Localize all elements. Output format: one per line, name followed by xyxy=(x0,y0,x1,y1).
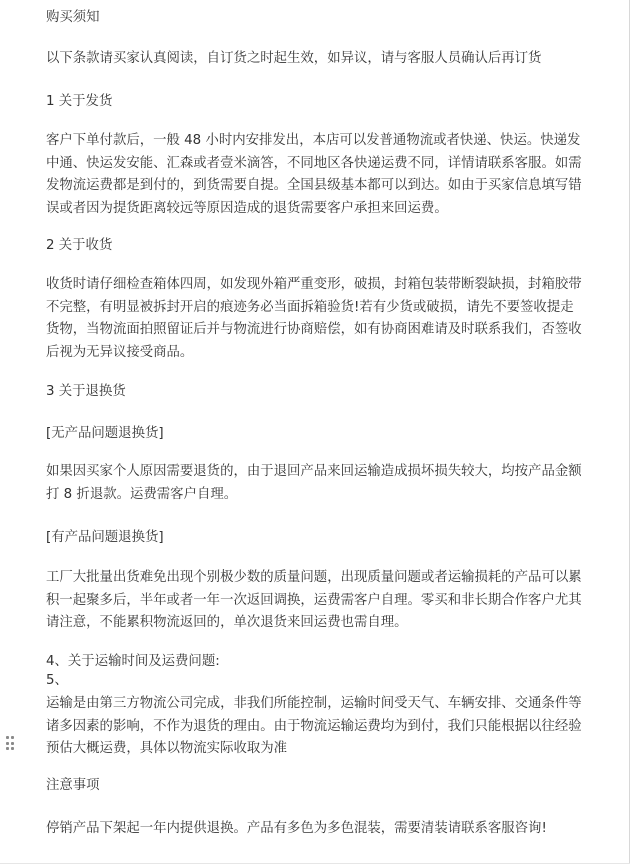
paragraph-line: 货物，当物流面拍照留证后并与物流进行协商赔偿，如有协商困难请及时联系我们，否签收 xyxy=(46,322,582,337)
doc-title: 购买须知 xyxy=(46,10,100,25)
drag-dot xyxy=(11,742,14,745)
returns-heading: 3 关于退换货 xyxy=(46,384,126,399)
returns-issue-label: [有产品问题退换货] xyxy=(46,530,164,545)
paragraph-line: 后视为无异议接受商品。 xyxy=(46,344,194,360)
shipping-paragraph xyxy=(46,130,612,220)
receiving-paragraph xyxy=(46,274,612,364)
paragraph-line: 运输是由第三方物流公司完成，非我们所能控制，运输时间受天气、车辆安排、交通条件等 xyxy=(46,696,582,711)
drag-dot xyxy=(6,736,9,739)
doc-intro: 以下条款请买家认真阅读，自订货之时起生效，如异议，请与客服人员确认后再订货 xyxy=(46,51,542,66)
paragraph-line: 积一起聚多后，半年或者一年一次返回调换，运费需客户自理。零买和非长期合作客户尤其 xyxy=(46,592,582,608)
paragraph-line: 请注意，不能累积物流返回的，单次退货来回运费也需自理。 xyxy=(46,615,408,630)
notes-heading: 注意事项 xyxy=(46,778,100,793)
returns-no-issue-paragraph xyxy=(46,461,612,506)
drag-dot xyxy=(11,747,14,750)
drag-dot xyxy=(6,747,9,750)
returns-issue-paragraph xyxy=(46,567,612,635)
paragraph-line: 预估大概运费，具体以物流实际收取为准 xyxy=(46,741,288,756)
paragraph-line: 发物流运费都是到付的，到货需要自提。全国县级基本都可以到达。如由于买家信息填写错 xyxy=(46,178,582,193)
notes-text: 停销产品下架起一年内提供退换。产品有多色为多色混装，需要清装请联系客服咨询! xyxy=(46,821,547,836)
receiving-heading: 2 关于收货 xyxy=(46,238,113,253)
paragraph-line: 误或者因为提货距离较远等原因造成的退货需要客户承担来回运费。 xyxy=(46,200,448,216)
drag-dot xyxy=(11,736,14,739)
paragraph-line: 诸多因素的影响，不作为退货的理由。由于物流运输运费均为到付，我们只能根据以往经验 xyxy=(46,718,582,734)
transport-heading: 4、关于运输时间及运费问题: xyxy=(46,654,220,669)
shipping-heading: 1 关于发货 xyxy=(46,94,113,109)
transport-subnumber: 5、 xyxy=(46,673,68,688)
paragraph-line: 不完整，有明显被拆封开启的痕迹务必当面拆箱验货!若有少货或破损，请先不要签收提走 xyxy=(46,299,574,315)
paragraph-line: 如果因买家个人原因需要退货的，由于退回产品来回运输造成损坏损失较大，均按产品金额 xyxy=(46,464,582,479)
drag-handle-icon[interactable] xyxy=(6,736,14,752)
paragraph-line: 中通、快运发安能、汇森或者壹米滴答，不同地区各快递运费不同，详情请联系客服。如需 xyxy=(46,155,582,171)
paragraph-line: 打 8 折退款。运费需客户自理。 xyxy=(46,486,238,502)
paragraph-line: 客户下单付款后，一般 48 小时内安排发出，本店可以发普通物流或者快递、快运。快递发 xyxy=(46,133,581,148)
drag-dot xyxy=(6,742,9,745)
returns-no-issue-label: [无产品问题退换货] xyxy=(46,426,164,441)
paragraph-line: 收货时请仔细检查箱体四周，如发现外箱严重变形，破损，封箱包装带断裂缺损，封箱胶带 xyxy=(46,277,582,292)
paragraph-line: 工厂大批量出货难免出现个别极少数的质量问题，出现质量问题或者运输损耗的产品可以累 xyxy=(46,570,582,585)
transport-paragraph xyxy=(46,693,612,761)
